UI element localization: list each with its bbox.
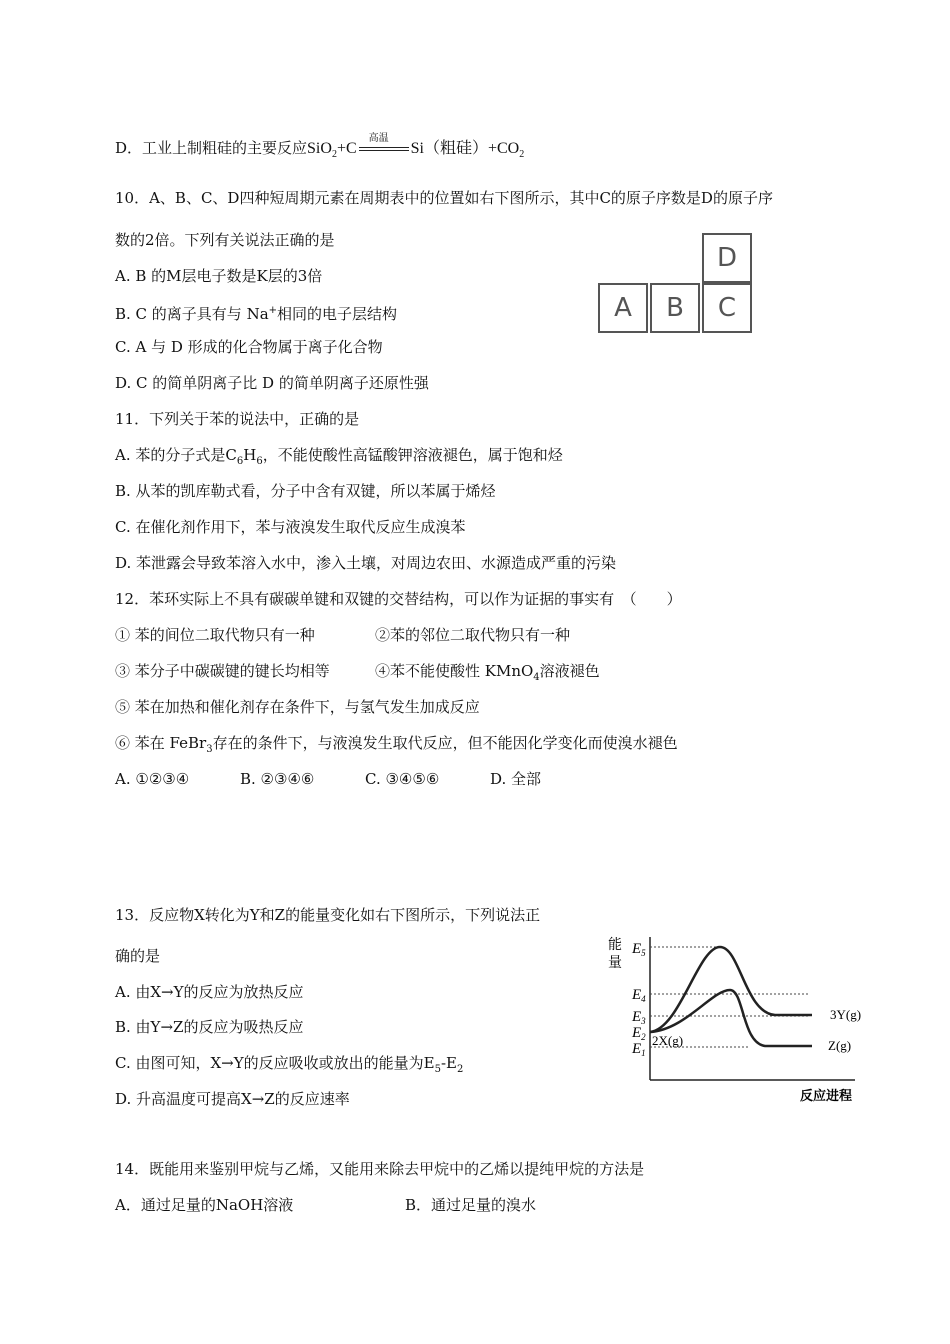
e1-label: $E_1$ (632, 1041, 646, 1058)
q12-option-d: D. 全部 (490, 770, 542, 788)
e3-label: $E_3$ (632, 1009, 646, 1026)
q13-option-d: D. 升高温度可提高X→Z的反应速率 (115, 1090, 350, 1108)
q13-stem-line2: 确的是 (115, 947, 161, 965)
q12-option-c: C. ③④⑤⑥ (365, 770, 440, 788)
q11-option-c: C. 在催化剂作用下，苯与液溴发生取代反应生成溴苯 (115, 518, 466, 536)
q12-option-a: A. ①②③④ (115, 770, 190, 788)
cell-a: A (598, 283, 648, 333)
q10-option-b: B. C 的离子具有与 Na+相同的电子层结构 (115, 305, 398, 323)
e2-label: $E_2$ (632, 1025, 646, 1042)
q12-statement-4: ④苯不能使酸性 KMnO$_4$溶液褪色 (375, 662, 600, 683)
cell-d: D (702, 233, 752, 283)
q11-stem: 11．下列关于苯的说法中，正确的是 (115, 410, 360, 428)
q13-stem-line1: 13．反应物X转化为Y和Z的能量变化如右下图所示，下列说法正 (115, 906, 541, 924)
q12-statement-2: ②苯的邻位二取代物只有一种 (375, 626, 571, 644)
y-axis-label-1: 能 (608, 938, 622, 953)
y-axis-label-2: 量 (608, 956, 622, 971)
q12-stem: 12．苯环实际上不具有碳碳单键和双键的交替结构，可以作为证据的事实有 （ ） (115, 590, 682, 608)
species-x-label: 2X(g) (652, 1033, 684, 1048)
reaction-condition: 高温 (368, 133, 389, 145)
reaction-arrow (357, 133, 411, 156)
q12-statement-1: ① 苯的间位二取代物只有一种 (115, 626, 315, 644)
species-z-label: Z(g) (828, 1038, 852, 1053)
q12-option-b: B. ②③④⑥ (240, 770, 315, 788)
q10-stem-line1: 10．A、B、C、D四种短周期元素在周期表中的位置如右下图所示，其中C的原子序数是D的原子序 (115, 189, 773, 207)
species-y-label: 3Y(g) (830, 1007, 862, 1022)
e5-label: $E_5$ (632, 941, 646, 958)
q10-option-c: C. A 与 D 形成的化合物属于离子化合物 (115, 338, 383, 356)
energy-diagram (600, 935, 870, 1110)
q13-option-c: C. 由图可知，X→Y的反应吸收或放出的能量为$E_5-E_2$ (115, 1054, 464, 1075)
e4-label: $E_4$ (632, 987, 646, 1004)
q9-option-d: D．工业上制粗硅的主要反应SiO$_2$+C 高温 Si（粗硅）$+CO_2$ (115, 138, 524, 165)
q10-stem-line2: 数的2倍。下列有关说法正确的是 (115, 231, 335, 249)
q14-option-a: A．通过足量的NaOH溶液 (115, 1196, 294, 1214)
q11-option-d: D. 苯泄露会导致苯溶入水中，渗入土壤，对周边农田、水源造成严重的污染 (115, 554, 617, 572)
q10-option-a: A. B 的M层电子数是K层的3倍 (115, 267, 323, 285)
q12-statement-3: ③ 苯分子中碳碳键的键长均相等 (115, 662, 330, 680)
q9-equation: SiO$_2$+C 高温 Si（粗硅）$+CO_2$ (307, 140, 524, 157)
cell-c: C (702, 283, 752, 333)
q14-option-b: B．通过足量的溴水 (405, 1196, 537, 1214)
q13-option-a: A. 由X→Y的反应为放热反应 (115, 983, 304, 1001)
q11-option-a: A. 苯的分子式是$C_6H_6$，不能使酸性高锰酸钾溶液褪色，属于饱和烃 (115, 446, 563, 467)
q12-statement-6: ⑥ 苯在 FeBr$_3$存在的条件下，与液溴发生取代反应，但不能因化学变化而使溴水褪色 (115, 734, 678, 755)
q14-stem: 14．既能用来鉴别甲烷与乙烯，又能用来除去甲烷中的乙烯以提纯甲烷的方法是 (115, 1160, 645, 1178)
cell-b: B (650, 283, 700, 333)
q12-statement-5: ⑤ 苯在加热和催化剂存在条件下，与氢气发生加成反应 (115, 698, 480, 716)
q10-option-d: D. C 的简单阴离子比 D 的简单阴离子还原性强 (115, 374, 429, 392)
q13-option-b: B. 由Y→Z的反应为吸热反应 (115, 1018, 304, 1036)
x-axis-label: 反应进程 (800, 1088, 853, 1103)
q11-option-b: B. 从苯的凯库勒式看，分子中含有双键，所以苯属于烯烃 (115, 482, 496, 500)
